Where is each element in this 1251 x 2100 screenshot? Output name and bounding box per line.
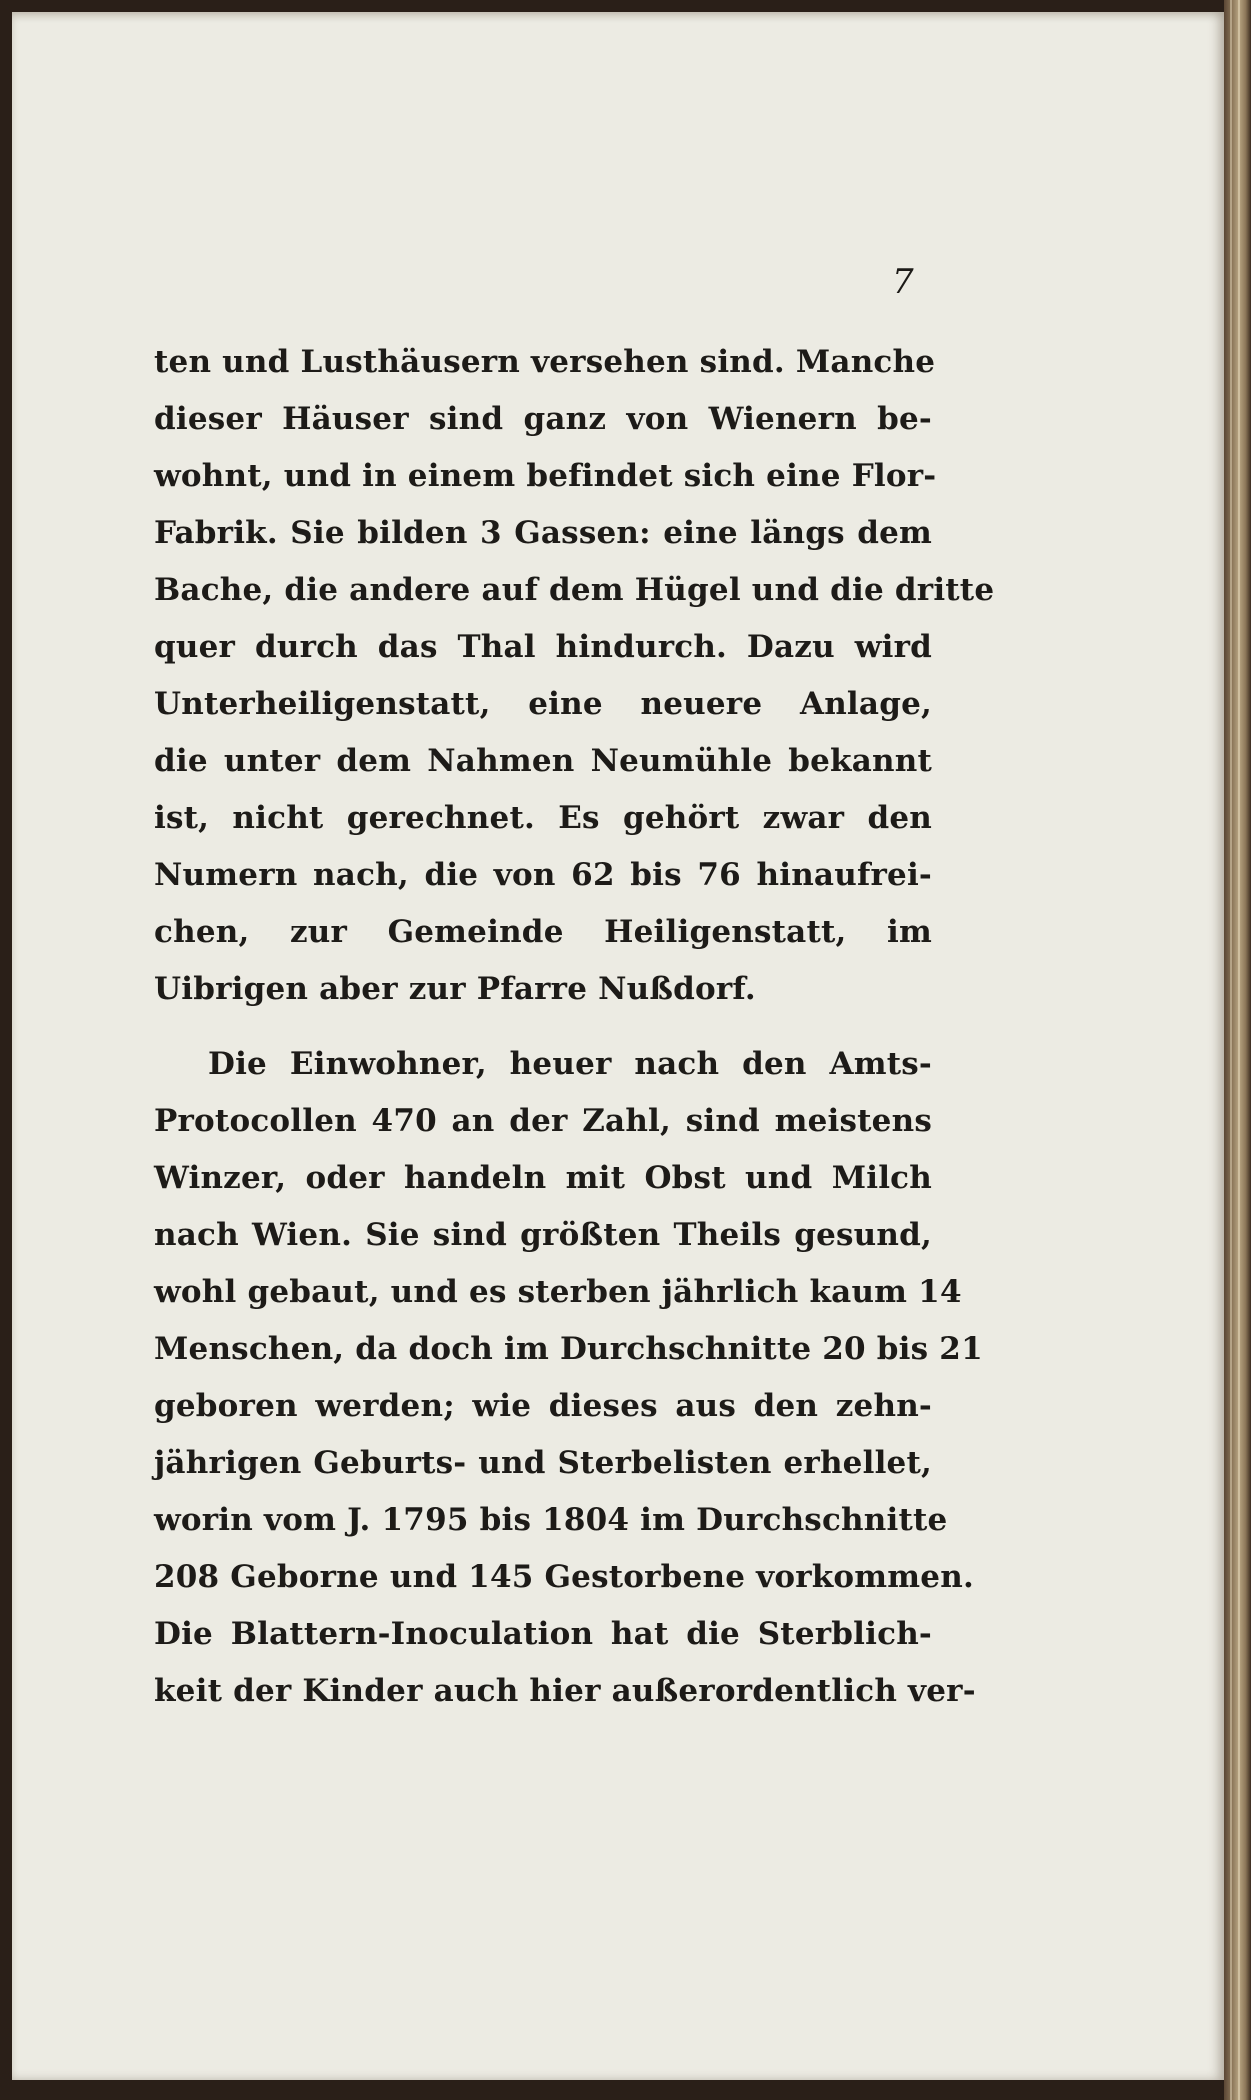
text-line: Menschen, da doch im Durchschnitte 20 bis 21 bbox=[154, 1331, 983, 1367]
text-line: geboren werden; wie dieses aus den zehn- bbox=[154, 1388, 932, 1424]
text-line: Winzer, oder handeln mit Obst und Milch bbox=[154, 1160, 932, 1196]
text-line: keit der Kinder auch hier außerordentlich ver- bbox=[154, 1673, 976, 1709]
text-line: chen, zur Gemeinde Heiligenstatt, im bbox=[154, 914, 932, 950]
text-line: ist, nicht gerechnet. Es gehört zwar den bbox=[154, 800, 932, 836]
text-line: Die Blattern-Inoculation hat die Sterblich- bbox=[154, 1616, 932, 1652]
book-page-edges bbox=[1224, 0, 1251, 2100]
text-line: ten und Lusthäusern versehen sind. Manche bbox=[154, 344, 936, 380]
text-line: die unter dem Nahmen Neumühle bekannt bbox=[154, 743, 932, 779]
body-text bbox=[154, 334, 995, 1720]
text-line: Numern nach, die von 62 bis 76 hinaufrei- bbox=[154, 857, 932, 893]
paragraph-2 bbox=[154, 1036, 983, 1720]
paragraph-gap bbox=[154, 1018, 932, 1036]
text-line: Bache, die andere auf dem Hügel und die dritte bbox=[154, 572, 995, 608]
text-line: Protocollen 470 an der Zahl, sind meistens bbox=[154, 1103, 932, 1139]
text-line: dieser Häuser sind ganz von Wienern be- bbox=[154, 401, 932, 437]
text-line: Uibrigen aber zur Pfarre Nußdorf. bbox=[154, 971, 756, 1007]
text-line: Fabrik. Sie bilden 3 Gassen: eine längs dem bbox=[154, 515, 932, 551]
paragraph-1 bbox=[154, 334, 995, 1018]
page-number: 7 bbox=[892, 262, 914, 302]
text-line: quer durch das Thal hindurch. Dazu wird bbox=[154, 629, 932, 665]
text-line: wohl gebaut, und es sterben jährlich kaum 14 bbox=[154, 1274, 962, 1310]
text-line: 208 Geborne und 145 Gestorbene vorkommen. bbox=[154, 1559, 974, 1595]
text-line: Unterheiligenstatt, eine neuere Anlage, bbox=[154, 686, 932, 722]
text-line: nach Wien. Sie sind größten Theils gesund, bbox=[154, 1217, 932, 1253]
text-line: jährigen Geburts- und Sterbelisten erhellet, bbox=[154, 1445, 932, 1481]
book-page bbox=[12, 12, 1224, 2080]
text-line: wohnt, und in einem befindet sich eine Flor- bbox=[154, 458, 937, 494]
text-line: worin vom J. 1795 bis 1804 im Durchschnitte bbox=[154, 1502, 948, 1538]
text-line: Die Einwohner, heuer nach den Amts- bbox=[208, 1046, 932, 1082]
